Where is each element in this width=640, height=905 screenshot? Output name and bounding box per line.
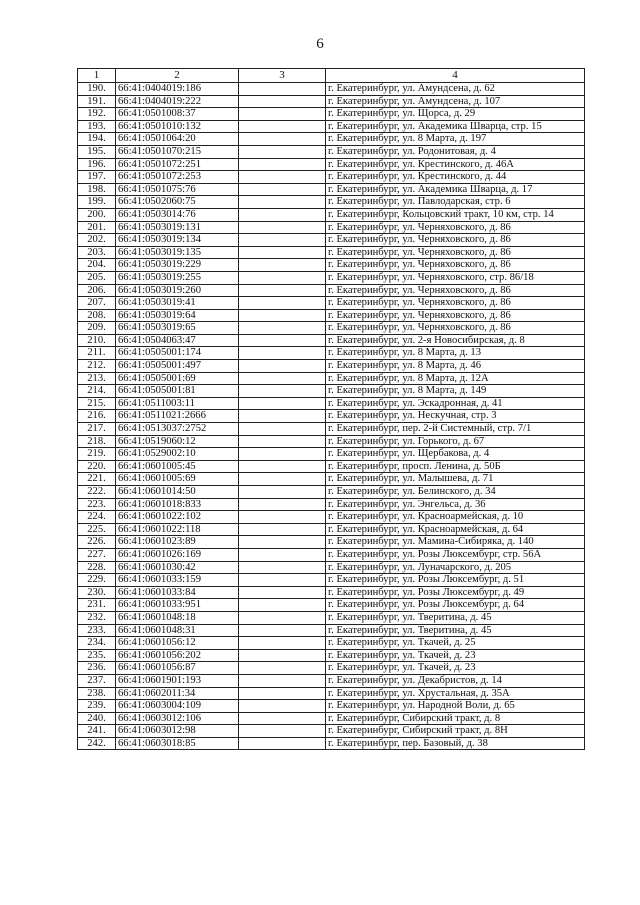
table-row xyxy=(78,120,585,133)
address: г. Екатеринбург, просп. Ленина, д. 50Б xyxy=(326,460,585,473)
table-row xyxy=(78,208,585,221)
column-3-cell xyxy=(239,309,326,322)
row-number: 234. xyxy=(78,637,116,650)
column-3-cell xyxy=(239,158,326,171)
table-row xyxy=(78,523,585,536)
row-number: 241. xyxy=(78,725,116,738)
column-3-cell xyxy=(239,536,326,549)
cadastral-number: 66:41:0501008:37 xyxy=(116,108,239,121)
row-number: 197. xyxy=(78,171,116,184)
row-number: 219. xyxy=(78,448,116,461)
table-row xyxy=(78,83,585,96)
column-3-cell xyxy=(239,347,326,360)
address: г. Екатеринбург, ул. 8 Марта, д. 46 xyxy=(326,360,585,373)
registry-table xyxy=(77,68,585,750)
table-row xyxy=(78,561,585,574)
address: г. Екатеринбург, ул. Ткачей, д. 25 xyxy=(326,637,585,650)
row-number: 199. xyxy=(78,196,116,209)
row-number: 195. xyxy=(78,145,116,158)
column-header-cadastral: 2 xyxy=(116,69,239,83)
column-3-cell xyxy=(239,183,326,196)
table-row xyxy=(78,246,585,259)
row-number: 226. xyxy=(78,536,116,549)
table-body xyxy=(78,83,585,750)
column-3-cell xyxy=(239,372,326,385)
address: г. Екатеринбург, ул. Тверитина, д. 45 xyxy=(326,624,585,637)
cadastral-number: 66:41:0601056:202 xyxy=(116,649,239,662)
column-3-cell xyxy=(239,637,326,650)
column-3-cell xyxy=(239,574,326,587)
table-row xyxy=(78,725,585,738)
address: г. Екатеринбург, ул. Амундсена, д. 62 xyxy=(326,83,585,96)
table-row xyxy=(78,410,585,423)
table-row xyxy=(78,133,585,146)
cadastral-number: 66:41:0503019:41 xyxy=(116,297,239,310)
row-number: 200. xyxy=(78,208,116,221)
row-number: 211. xyxy=(78,347,116,360)
table-row xyxy=(78,448,585,461)
column-3-cell xyxy=(239,498,326,511)
row-number: 223. xyxy=(78,498,116,511)
address: г. Екатеринбург, ул. Тверитина, д. 45 xyxy=(326,611,585,624)
table-row xyxy=(78,322,585,335)
row-number: 191. xyxy=(78,95,116,108)
address: г. Екатеринбург, ул. Черняховского, стр. 86/18 xyxy=(326,271,585,284)
column-3-cell xyxy=(239,145,326,158)
address: г. Екатеринбург, ул. Энгельса, д. 36 xyxy=(326,498,585,511)
column-3-cell xyxy=(239,511,326,524)
cadastral-number: 66:41:0603012:98 xyxy=(116,725,239,738)
cadastral-number: 66:41:0404019:222 xyxy=(116,95,239,108)
address: г. Екатеринбург, ул. Декабристов, д. 14 xyxy=(326,674,585,687)
column-3-cell xyxy=(239,133,326,146)
row-number: 230. xyxy=(78,586,116,599)
cadastral-number: 66:41:0404019:186 xyxy=(116,83,239,96)
column-3-cell xyxy=(239,234,326,247)
row-number: 213. xyxy=(78,372,116,385)
column-3-cell xyxy=(239,486,326,499)
table-row xyxy=(78,108,585,121)
table-row xyxy=(78,700,585,713)
table-row xyxy=(78,158,585,171)
row-number: 225. xyxy=(78,523,116,536)
cadastral-number: 66:41:0601005:45 xyxy=(116,460,239,473)
cadastral-number: 66:41:0503014:76 xyxy=(116,208,239,221)
address: г. Екатеринбург, ул. Крестинского, д. 46А xyxy=(326,158,585,171)
table-row xyxy=(78,624,585,637)
row-number: 235. xyxy=(78,649,116,662)
column-3-cell xyxy=(239,385,326,398)
column-3-cell xyxy=(239,737,326,750)
cadastral-number: 66:41:0601901:193 xyxy=(116,674,239,687)
column-3-cell xyxy=(239,410,326,423)
row-number: 207. xyxy=(78,297,116,310)
row-number: 218. xyxy=(78,435,116,448)
cadastral-number: 66:41:0601018:833 xyxy=(116,498,239,511)
cadastral-number: 66:41:0601023:89 xyxy=(116,536,239,549)
column-3-cell xyxy=(239,448,326,461)
row-number: 196. xyxy=(78,158,116,171)
address: г. Екатеринбург, ул. Черняховского, д. 86 xyxy=(326,309,585,322)
row-number: 206. xyxy=(78,284,116,297)
row-number: 209. xyxy=(78,322,116,335)
cadastral-number: 66:41:0503019:229 xyxy=(116,259,239,272)
column-3-cell xyxy=(239,460,326,473)
row-number: 227. xyxy=(78,548,116,561)
cadastral-number: 66:41:0511003:11 xyxy=(116,397,239,410)
column-3-cell xyxy=(239,221,326,234)
row-number: 198. xyxy=(78,183,116,196)
table-row xyxy=(78,460,585,473)
row-number: 236. xyxy=(78,662,116,675)
cadastral-number: 66:41:0601033:84 xyxy=(116,586,239,599)
table-row xyxy=(78,423,585,436)
column-3-cell xyxy=(239,397,326,410)
row-number: 216. xyxy=(78,410,116,423)
cadastral-number: 66:41:0504063:47 xyxy=(116,334,239,347)
column-3-cell xyxy=(239,171,326,184)
address: г. Екатеринбург, ул. Мамина-Сибиряка, д. 140 xyxy=(326,536,585,549)
cadastral-number: 66:41:0601033:159 xyxy=(116,574,239,587)
table-row xyxy=(78,498,585,511)
column-3-cell xyxy=(239,674,326,687)
table-row xyxy=(78,171,585,184)
cadastral-number: 66:41:0601033:951 xyxy=(116,599,239,612)
row-number: 190. xyxy=(78,83,116,96)
table-row xyxy=(78,309,585,322)
table-row xyxy=(78,297,585,310)
column-3-cell xyxy=(239,259,326,272)
address: г. Екатеринбург, ул. Черняховского, д. 86 xyxy=(326,221,585,234)
address: г. Екатеринбург, ул. Ткачей, д. 23 xyxy=(326,649,585,662)
column-3-cell xyxy=(239,649,326,662)
cadastral-number: 66:41:0503019:131 xyxy=(116,221,239,234)
address: г. Екатеринбург, ул. 8 Марта, д. 149 xyxy=(326,385,585,398)
row-number: 217. xyxy=(78,423,116,436)
column-3-cell xyxy=(239,196,326,209)
cadastral-number: 66:41:0519060:12 xyxy=(116,435,239,448)
cadastral-number: 66:41:0501072:253 xyxy=(116,171,239,184)
row-number: 208. xyxy=(78,309,116,322)
row-number: 221. xyxy=(78,473,116,486)
table-row xyxy=(78,196,585,209)
address: г. Екатеринбург, Сибирский тракт, д. 8Н xyxy=(326,725,585,738)
table-row xyxy=(78,662,585,675)
row-number: 232. xyxy=(78,611,116,624)
address: г. Екатеринбург, ул. Черняховского, д. 86 xyxy=(326,322,585,335)
address: г. Екатеринбург, ул. Белинского, д. 34 xyxy=(326,486,585,499)
table-row xyxy=(78,334,585,347)
address: г. Екатеринбург, Кольцовский тракт, 10 км, стр. 14 xyxy=(326,208,585,221)
cadastral-number: 66:41:0601056:12 xyxy=(116,637,239,650)
cadastral-number: 66:41:0503019:134 xyxy=(116,234,239,247)
cadastral-number: 66:41:0601026:169 xyxy=(116,548,239,561)
address: г. Екатеринбург, ул. Щербакова, д. 4 xyxy=(326,448,585,461)
column-3-cell xyxy=(239,334,326,347)
cadastral-number: 66:41:0603012:106 xyxy=(116,712,239,725)
row-number: 242. xyxy=(78,737,116,750)
column-header-col3: 3 xyxy=(239,69,326,83)
address: г. Екатеринбург, ул. Эскадронная, д. 41 xyxy=(326,397,585,410)
cadastral-number: 66:41:0601030:42 xyxy=(116,561,239,574)
cadastral-number: 66:41:0602011:34 xyxy=(116,687,239,700)
row-number: 203. xyxy=(78,246,116,259)
address: г. Екатеринбург, ул. 8 Марта, д. 197 xyxy=(326,133,585,146)
cadastral-number: 66:41:0601048:31 xyxy=(116,624,239,637)
column-3-cell xyxy=(239,83,326,96)
table-row xyxy=(78,548,585,561)
table-row xyxy=(78,234,585,247)
address: г. Екатеринбург, ул. Розы Люксембург, д. 64 xyxy=(326,599,585,612)
cadastral-number: 66:41:0505001:497 xyxy=(116,360,239,373)
address: г. Екатеринбург, пер. 2-й Системный, стр. 7/1 xyxy=(326,423,585,436)
row-number: 202. xyxy=(78,234,116,247)
row-number: 233. xyxy=(78,624,116,637)
row-number: 237. xyxy=(78,674,116,687)
address: г. Екатеринбург, ул. Горького, д. 67 xyxy=(326,435,585,448)
cadastral-number: 66:41:0505001:81 xyxy=(116,385,239,398)
cadastral-number: 66:41:0513037:2752 xyxy=(116,423,239,436)
row-number: 224. xyxy=(78,511,116,524)
table-row xyxy=(78,637,585,650)
table-row xyxy=(78,360,585,373)
table-row xyxy=(78,511,585,524)
cadastral-number: 66:41:0603004:109 xyxy=(116,700,239,713)
column-3-cell xyxy=(239,700,326,713)
address: г. Екатеринбург, ул. Ткачей, д. 23 xyxy=(326,662,585,675)
address: г. Екатеринбург, ул. 2-я Новосибирская, д. 8 xyxy=(326,334,585,347)
cadastral-number: 66:41:0503019:255 xyxy=(116,271,239,284)
column-3-cell xyxy=(239,523,326,536)
table-header-row xyxy=(78,69,585,83)
column-3-cell xyxy=(239,725,326,738)
address: г. Екатеринбург, ул. 8 Марта, д. 12А xyxy=(326,372,585,385)
column-3-cell xyxy=(239,473,326,486)
cadastral-number: 66:41:0511021:2666 xyxy=(116,410,239,423)
row-number: 238. xyxy=(78,687,116,700)
column-header-address: 4 xyxy=(326,69,585,83)
column-3-cell xyxy=(239,284,326,297)
table-row xyxy=(78,611,585,624)
address: г. Екатеринбург, ул. Черняховского, д. 86 xyxy=(326,284,585,297)
cadastral-number: 66:41:0603018:85 xyxy=(116,737,239,750)
row-number: 239. xyxy=(78,700,116,713)
row-number: 205. xyxy=(78,271,116,284)
row-number: 214. xyxy=(78,385,116,398)
column-3-cell xyxy=(239,108,326,121)
column-3-cell xyxy=(239,611,326,624)
cadastral-number: 66:41:0503019:260 xyxy=(116,284,239,297)
table-row xyxy=(78,347,585,360)
address: г. Екатеринбург, ул. Народной Воли, д. 65 xyxy=(326,700,585,713)
table-row xyxy=(78,649,585,662)
address: г. Екатеринбург, ул. Красноармейская, д. 64 xyxy=(326,523,585,536)
address: г. Екатеринбург, ул. Малышева, д. 71 xyxy=(326,473,585,486)
address: г. Екатеринбург, ул. Черняховского, д. 86 xyxy=(326,297,585,310)
column-3-cell xyxy=(239,208,326,221)
column-3-cell xyxy=(239,548,326,561)
table-row xyxy=(78,284,585,297)
cadastral-number: 66:41:0601048:18 xyxy=(116,611,239,624)
column-3-cell xyxy=(239,360,326,373)
address: г. Екатеринбург, ул. Родонитовая, д. 4 xyxy=(326,145,585,158)
table-row xyxy=(78,372,585,385)
cadastral-number: 66:41:0503019:64 xyxy=(116,309,239,322)
column-3-cell xyxy=(239,95,326,108)
column-3-cell xyxy=(239,297,326,310)
address: г. Екатеринбург, Сибирский тракт, д. 8 xyxy=(326,712,585,725)
row-number: 220. xyxy=(78,460,116,473)
address: г. Екатеринбург, ул. Академика Шварца, стр. 15 xyxy=(326,120,585,133)
table-row xyxy=(78,574,585,587)
cadastral-number: 66:41:0601022:102 xyxy=(116,511,239,524)
cadastral-number: 66:41:0503019:65 xyxy=(116,322,239,335)
cadastral-number: 66:41:0529002:10 xyxy=(116,448,239,461)
column-3-cell xyxy=(239,624,326,637)
row-number: 212. xyxy=(78,360,116,373)
column-3-cell xyxy=(239,423,326,436)
column-header-number: 1 xyxy=(78,69,116,83)
column-3-cell xyxy=(239,120,326,133)
table-row xyxy=(78,687,585,700)
table-row xyxy=(78,674,585,687)
table-row xyxy=(78,259,585,272)
column-3-cell xyxy=(239,561,326,574)
address: г. Екатеринбург, ул. Черняховского, д. 86 xyxy=(326,259,585,272)
column-3-cell xyxy=(239,687,326,700)
row-number: 194. xyxy=(78,133,116,146)
table-row xyxy=(78,599,585,612)
row-number: 229. xyxy=(78,574,116,587)
cadastral-number: 66:41:0601022:118 xyxy=(116,523,239,536)
cadastral-number: 66:41:0505001:69 xyxy=(116,372,239,385)
cadastral-number: 66:41:0501064:20 xyxy=(116,133,239,146)
page-number: 6 xyxy=(316,36,324,52)
table-row xyxy=(78,486,585,499)
table-row xyxy=(78,385,585,398)
table-row xyxy=(78,712,585,725)
row-number: 201. xyxy=(78,221,116,234)
cadastral-number: 66:41:0601014:50 xyxy=(116,486,239,499)
address: г. Екатеринбург, ул. Щорса, д. 29 xyxy=(326,108,585,121)
address: г. Екатеринбург, ул. Хрустальная, д. 35А xyxy=(326,687,585,700)
cadastral-number: 66:41:0501010:132 xyxy=(116,120,239,133)
table-row xyxy=(78,536,585,549)
address: г. Екатеринбург, ул. Красноармейская, д. 10 xyxy=(326,511,585,524)
row-number: 240. xyxy=(78,712,116,725)
column-3-cell xyxy=(239,712,326,725)
address: г. Екатеринбург, ул. Нескучная, стр. 3 xyxy=(326,410,585,423)
cadastral-number: 66:41:0501070:215 xyxy=(116,145,239,158)
cadastral-number: 66:41:0501075:76 xyxy=(116,183,239,196)
address: г. Екатеринбург, ул. 8 Марта, д. 13 xyxy=(326,347,585,360)
row-number: 204. xyxy=(78,259,116,272)
column-3-cell xyxy=(239,599,326,612)
table-row xyxy=(78,435,585,448)
column-3-cell xyxy=(239,246,326,259)
table-row xyxy=(78,473,585,486)
row-number: 192. xyxy=(78,108,116,121)
table-row xyxy=(78,221,585,234)
address: г. Екатеринбург, ул. Крестинского, д. 44 xyxy=(326,171,585,184)
table-row xyxy=(78,586,585,599)
address: г. Екатеринбург, ул. Розы Люксембург, д. 49 xyxy=(326,586,585,599)
table-row xyxy=(78,271,585,284)
column-3-cell xyxy=(239,435,326,448)
column-3-cell xyxy=(239,586,326,599)
address: г. Екатеринбург, ул. Черняховского, д. 86 xyxy=(326,246,585,259)
row-number: 228. xyxy=(78,561,116,574)
table-row xyxy=(78,737,585,750)
address: г. Екатеринбург, пер. Базовый, д. 38 xyxy=(326,737,585,750)
row-number: 210. xyxy=(78,334,116,347)
address: г. Екатеринбург, ул. Розы Люксембург, стр. 56А xyxy=(326,548,585,561)
cadastral-number: 66:41:0601056:87 xyxy=(116,662,239,675)
row-number: 231. xyxy=(78,599,116,612)
cadastral-number: 66:41:0505001:174 xyxy=(116,347,239,360)
address: г. Екатеринбург, ул. Розы Люксембург, д. 51 xyxy=(326,574,585,587)
column-3-cell xyxy=(239,662,326,675)
column-3-cell xyxy=(239,271,326,284)
table-row xyxy=(78,397,585,410)
row-number: 222. xyxy=(78,486,116,499)
table-row xyxy=(78,145,585,158)
address: г. Екатеринбург, ул. Академика Шварца, д. 17 xyxy=(326,183,585,196)
cadastral-number: 66:41:0502060:75 xyxy=(116,196,239,209)
row-number: 193. xyxy=(78,120,116,133)
address: г. Екатеринбург, ул. Черняховского, д. 86 xyxy=(326,234,585,247)
table-row xyxy=(78,183,585,196)
address: г. Екатеринбург, ул. Луначарского, д. 205 xyxy=(326,561,585,574)
address: г. Екатеринбург, ул. Амундсена, д. 107 xyxy=(326,95,585,108)
cadastral-number: 66:41:0601005:69 xyxy=(116,473,239,486)
address: г. Екатеринбург, ул. Павлодарская, стр. 6 xyxy=(326,196,585,209)
table-row xyxy=(78,95,585,108)
cadastral-number: 66:41:0503019:135 xyxy=(116,246,239,259)
cadastral-number: 66:41:0501072:251 xyxy=(116,158,239,171)
column-3-cell xyxy=(239,322,326,335)
row-number: 215. xyxy=(78,397,116,410)
